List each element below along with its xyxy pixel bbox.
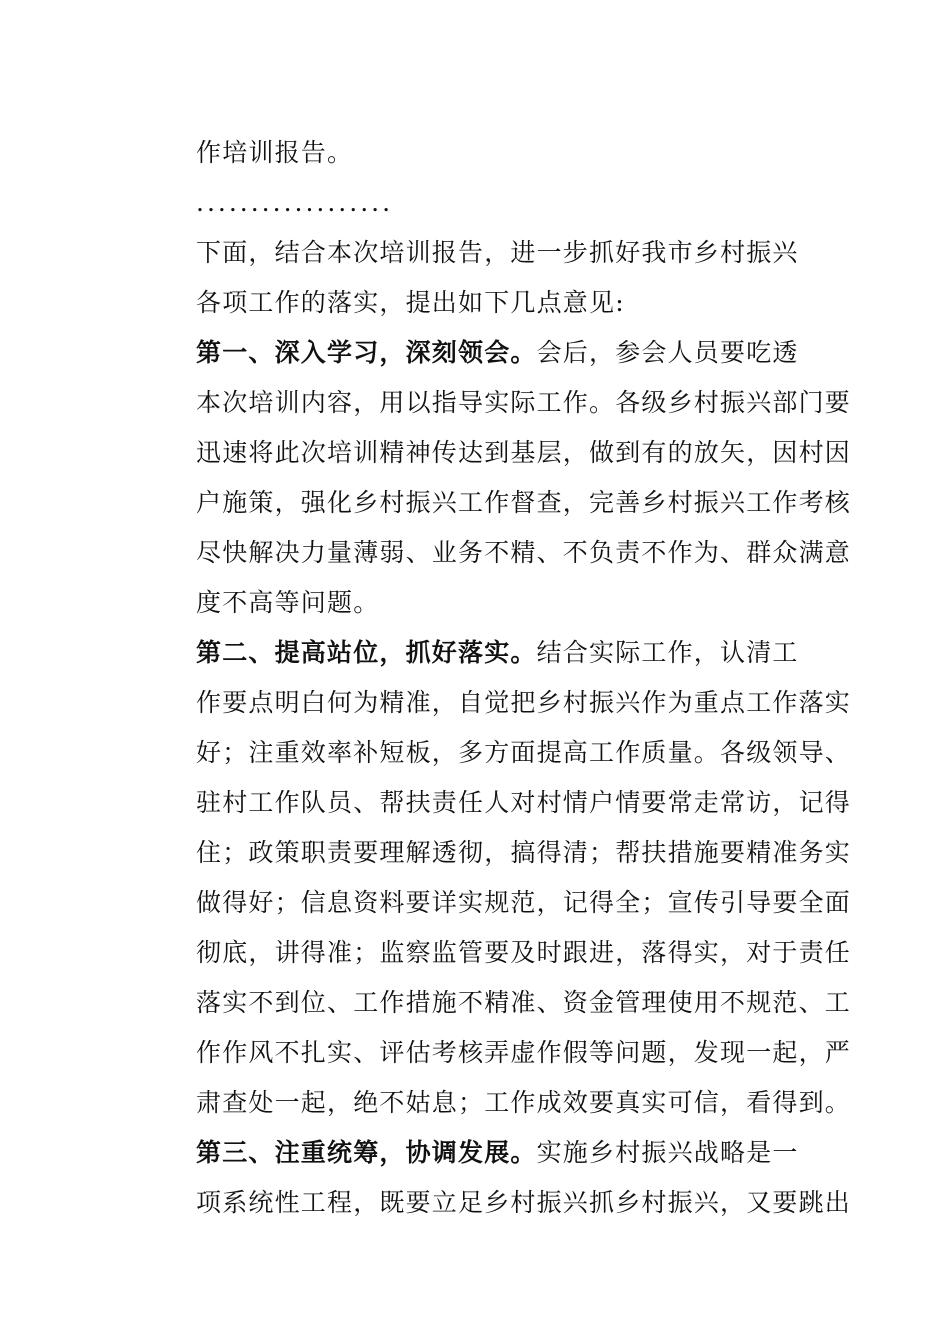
section-3-paragraph (146, 1128, 852, 1228)
section-2-body-start: 结合实际工作，认清工 (536, 638, 799, 667)
ellipsis-line: .................. (196, 188, 394, 217)
text-line (146, 628, 808, 678)
text-line: 各项工作的落实，提出如下几点意见: (196, 288, 625, 317)
text-line: 户施策，强化乡村振兴工作督查，完善乡村振兴工作考核 (196, 488, 852, 517)
section-3-body-start: 实施乡村振兴战略是一 (536, 1138, 799, 1167)
text-line: 驻村工作队员、帮扶责任人对村情户情要常走常访，记得 (196, 788, 852, 817)
intro-paragraph (146, 228, 808, 328)
text-line: 作要点明白何为精准，自觉把乡村振兴作为重点工作落实 (196, 688, 852, 717)
text-line: 尽快解决力量薄弱、业务不精、不负责不作为、群众满意 (196, 538, 852, 567)
text-line: 项系统性工程，既要立足乡村振兴抓乡村振兴，又要跳出 (196, 1188, 852, 1217)
text-line: 作作风不扎实、评估考核弄虚作假等问题，发现一起，严 (196, 1038, 852, 1067)
text-line (146, 328, 808, 378)
text-line: 肃查处一起，绝不姑息；工作成效要真实可信，看得到。 (196, 1088, 852, 1117)
text-line: 好；注重效率补短板，多方面提高工作质量。各级领导、 (196, 738, 852, 767)
text-line: 落实不到位、工作措施不精准、资金管理使用不规范、工 (196, 988, 852, 1017)
document-page (146, 128, 852, 1228)
text-line: 下面，结合本次培训报告，进一步抓好我市乡村振兴 (196, 238, 799, 267)
section-3-heading: 第三、注重统筹，协调发展。 (196, 1138, 537, 1167)
section-1-body-start: 会后，参会人员要吃透 (536, 338, 799, 367)
text-line: 迅速将此次培训精神传达到基层，做到有的放矢，因村因 (196, 438, 852, 467)
section-1-heading: 第一、深入学习，深刻领会。 (196, 338, 537, 367)
section-1-paragraph (146, 328, 852, 628)
section-2-heading: 第二、提高站位，抓好落实。 (196, 638, 537, 667)
text-line: 彻底，讲得准；监察监管要及时跟进，落得实，对于责任 (196, 938, 852, 967)
text-line: 做得好；信息资料要详实规范，记得全；宣传引导要全面 (196, 888, 852, 917)
text-line (146, 1128, 808, 1178)
text-line: 作培训报告。 (196, 138, 354, 167)
text-line: 度不高等问题。 (196, 588, 380, 617)
text-line: 住；政策职责要理解透彻，搞得清；帮扶措施要精准务实 (196, 838, 852, 867)
text-line: 本次培训内容，用以指导实际工作。各级乡村振兴部门要 (196, 388, 852, 417)
opening-paragraph (146, 128, 808, 178)
section-2-paragraph (146, 628, 852, 1128)
